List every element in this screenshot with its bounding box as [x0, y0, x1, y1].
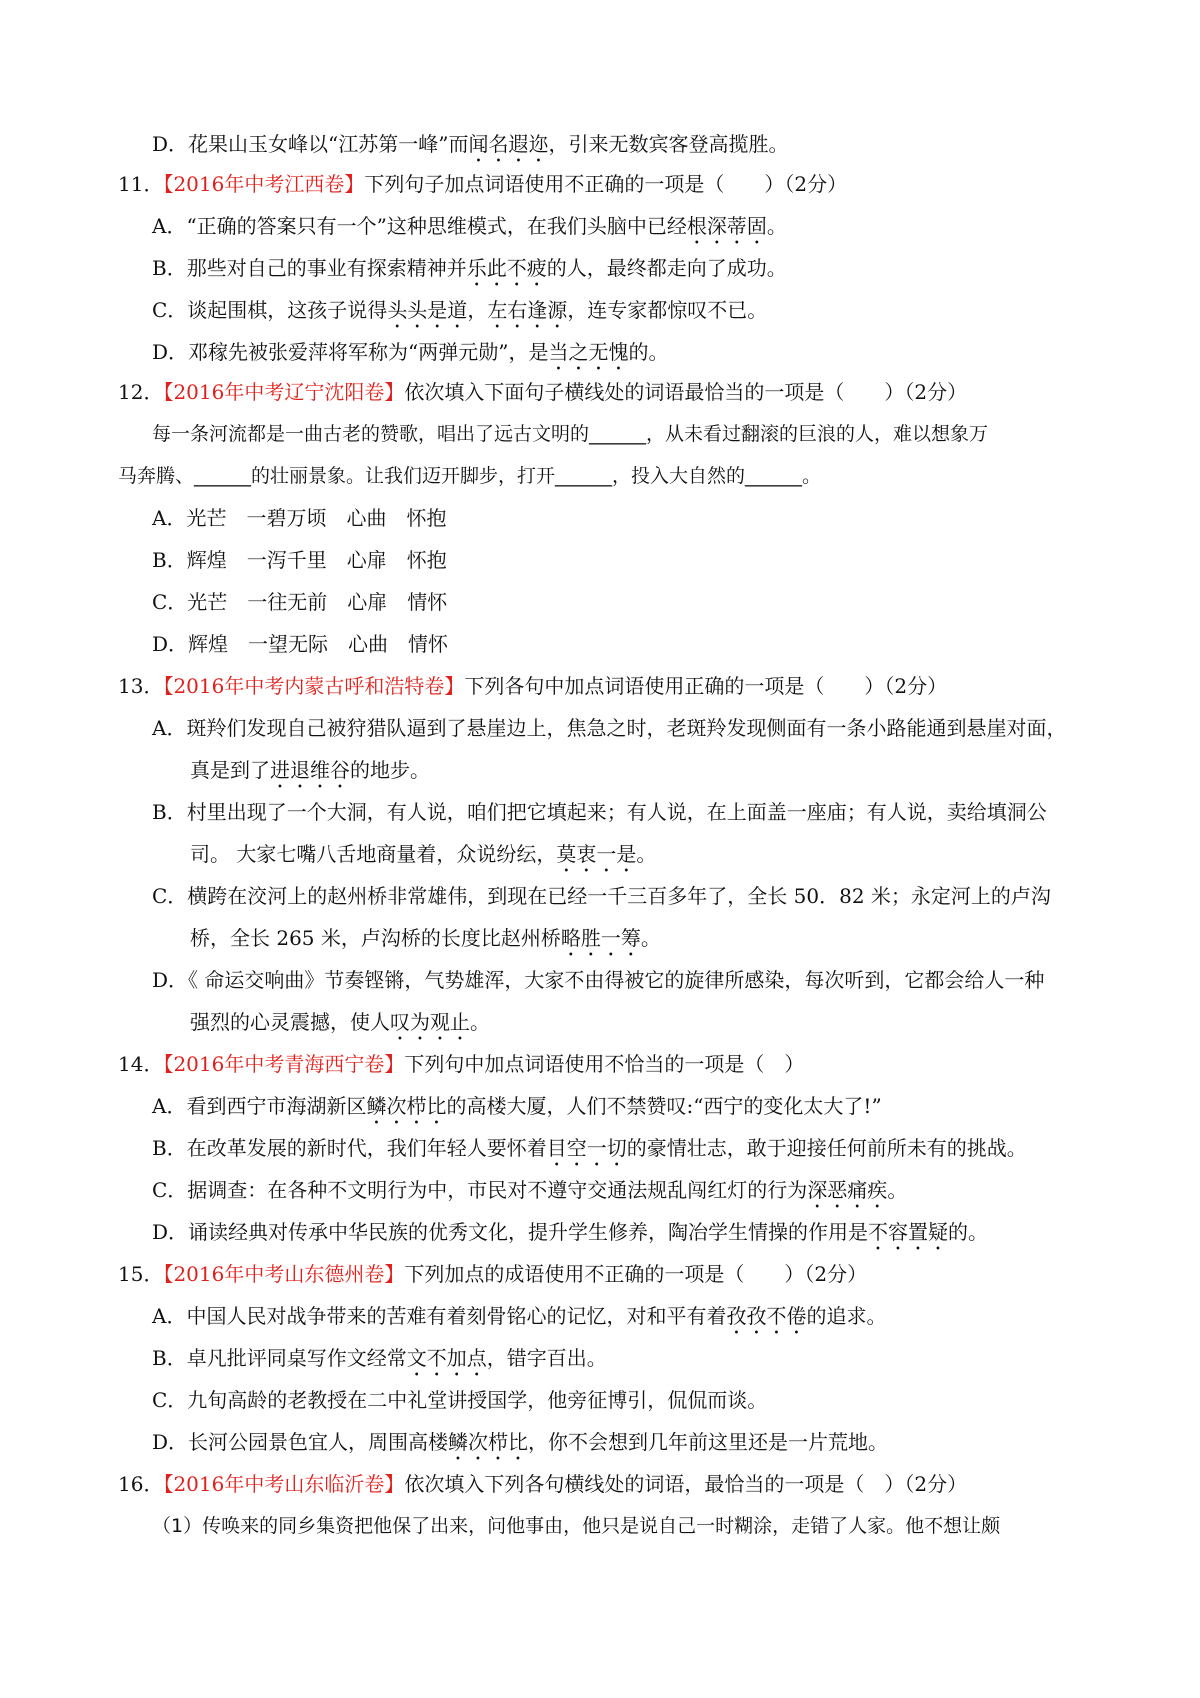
- text-segment: 15．: [118, 1262, 164, 1286]
- text-line: [152, 130, 788, 167]
- text-segment: B．村里出现了一个大洞，有人说，咱们把它填起来；有人说，在上面盖一座庙；有人说，卖给填洞公: [152, 800, 1047, 824]
- text-segment: ，: [467, 298, 488, 322]
- exam-source-label: 【2016年中考青海西宁卷】: [163, 1052, 405, 1076]
- dotted-term: 根深蒂固: [686, 214, 767, 238]
- text-line: [152, 296, 767, 333]
- exam-source-label: 【2016年中考辽宁沈阳卷】: [163, 380, 405, 404]
- dotted-term: 孜孜不倦: [726, 1304, 807, 1328]
- text-segment: 下列句子加点词语使用不正确的一项是（ ）（2分）: [364, 172, 848, 196]
- text-line: [152, 420, 988, 448]
- text-segment: ，引来无数宾客登高揽胜。: [548, 132, 789, 156]
- text-segment: D．《 命运交响曲》节奏铿锵，气势雄浑，大家不由得被它的旋律所感染，每次听到，它都会给人一种: [152, 968, 1045, 992]
- text-line: [152, 1092, 882, 1129]
- text-segment: 。: [887, 1178, 908, 1202]
- dotted-term: 头头是道: [387, 298, 468, 322]
- text-segment: 真是到了: [190, 758, 270, 782]
- text-segment: ，你不会想到几年前这里还是一片荒地。: [528, 1430, 889, 1454]
- text-segment: B．辉煌 一泻千里 心扉 怀抱: [152, 548, 447, 572]
- text-segment: 11．: [118, 172, 164, 196]
- text-segment: 依次填入下列各句横线处的词语，最恰当的一项是（ ）（2分）: [404, 1472, 968, 1496]
- text-segment: 桥，全长 265 米，卢沟桥的长度比赵州桥: [190, 926, 561, 950]
- dotted-term: 叹为观止: [390, 1010, 470, 1034]
- text-line: [118, 672, 947, 700]
- text-segment: C．光芒 一往无前 心扉 情怀: [152, 590, 448, 614]
- text-line: [118, 170, 847, 198]
- text-line: [152, 714, 1066, 742]
- text-segment: 下列句中加点词语使用不恰当的一项是（ ）: [404, 1052, 805, 1076]
- text-segment: 马奔腾、______的壮丽景象。让我们迈开脚步，打开______，投入大自然的______。: [118, 465, 822, 487]
- text-line: [152, 546, 447, 574]
- dotted-term: 深恶痛疾: [807, 1178, 888, 1202]
- dotted-term: 鳞次栉比: [448, 1430, 529, 1454]
- text-line: [190, 1008, 490, 1045]
- text-segment: B．卓凡批评同桌写作文经常: [152, 1346, 407, 1370]
- text-line: [152, 1302, 886, 1339]
- text-segment: （1）传唤来的同乡集资把他保了出来，问他事由，他只是说自己一时糊涂，走错了人家。他不想让颇: [152, 1515, 1001, 1537]
- text-segment: 司。 大家七嘴八舌地商量着，众说纷纭，: [190, 842, 557, 866]
- text-line: [152, 1176, 907, 1213]
- text-segment: 14．: [118, 1052, 164, 1076]
- text-segment: D．邓稼先被张爱萍将军称为“两弹元勋”，是: [152, 340, 549, 364]
- dotted-term: 进退维谷: [270, 758, 350, 782]
- text-segment: 每一条河流都是一曲古老的赞歌，唱出了远古文明的______，从未看过翻滚的巨浪的人，难以想象万: [152, 423, 989, 445]
- text-line: [152, 1344, 607, 1381]
- text-segment: 强烈的心灵震撼，使人: [190, 1010, 390, 1034]
- text-segment: 的。: [948, 1220, 989, 1244]
- text-segment: D．辉煌 一望无际 心曲 情怀: [152, 632, 449, 656]
- text-line: [190, 756, 430, 793]
- text-segment: 的豪情壮志，敢于迎接任何前所未有的挑战。: [626, 1136, 1027, 1160]
- text-segment: B．那些对自己的事业有探索精神并: [152, 256, 467, 280]
- text-segment: 。: [640, 926, 661, 950]
- text-segment: D．长河公园景色宜人，周围高楼: [152, 1430, 449, 1454]
- text-segment: A．光芒 一碧万顷 心曲 怀抱: [152, 506, 447, 530]
- dotted-term: 不容置疑: [868, 1220, 949, 1244]
- dotted-term: 文不加点: [406, 1346, 487, 1370]
- text-segment: 16．: [118, 1472, 164, 1496]
- dotted-term: 当之无愧: [548, 340, 629, 364]
- text-segment: 的追求。: [806, 1304, 887, 1328]
- exam-source-label: 【2016年中考内蒙古呼和浩特卷】: [163, 674, 465, 698]
- exam-source-label: 【2016年中考山东德州卷】: [163, 1262, 405, 1286]
- text-line: [152, 798, 1047, 826]
- dotted-term: 莫衷一是: [556, 842, 637, 866]
- text-segment: C．据调查：在各种不文明行为中，市民对不遵守交通法规乱闯红灯的行为: [152, 1178, 808, 1202]
- text-segment: A．斑羚们发现自己被狩猎队逼到了悬崖边上，焦急之时，老斑羚发现侧面有一条小路能通到悬崖对面，: [152, 716, 1067, 740]
- text-segment: 下列各句中加点词语使用正确的一项是（ ）（2分）: [464, 674, 948, 698]
- text-segment: 下列加点的成语使用不正确的一项是（ ）（2分）: [404, 1262, 868, 1286]
- text-line: [152, 1134, 1027, 1171]
- dotted-term: 闻名遐迩: [468, 132, 549, 156]
- text-line: [118, 462, 821, 490]
- text-line: [152, 254, 787, 291]
- text-line: [152, 882, 1051, 910]
- exam-source-label: 【2016年中考山东临沂卷】: [163, 1472, 405, 1496]
- dotted-term: 乐此不疲: [466, 256, 547, 280]
- text-line: [118, 1050, 804, 1078]
- text-segment: A．看到西宁市海湖新区: [152, 1094, 367, 1118]
- dotted-term: 目空一切: [546, 1136, 627, 1160]
- dotted-term: 左右逢源: [487, 298, 568, 322]
- text-segment: A．中国人民对战争带来的苦难有着刻骨铭心的记忆，对和平有着: [152, 1304, 727, 1328]
- text-segment: 。: [470, 1010, 490, 1034]
- text-segment: C．横跨在洨河上的赵州桥非常雄伟，到现在已经一千三百多年了，全长 50．82 米；永定河上的卢沟: [152, 884, 1051, 908]
- text-segment: 依次填入下面句子横线处的词语最恰当的一项是（ ）（2分）: [404, 380, 968, 404]
- text-segment: C．谈起围棋，这孩子说得: [152, 298, 388, 322]
- text-line: [152, 966, 1044, 994]
- text-line: [152, 1512, 1000, 1540]
- text-segment: ，连专家都惊叹不已。: [567, 298, 768, 322]
- text-line: [152, 588, 447, 616]
- text-line: [118, 378, 967, 406]
- text-line: [118, 1260, 867, 1288]
- dotted-term: 略胜一筹: [560, 926, 641, 950]
- text-line: [152, 338, 668, 375]
- text-line: [190, 840, 656, 877]
- text-segment: A．“正确的答案只有一个”这种思维模式，在我们头脑中已经: [152, 214, 687, 238]
- text-segment: 的。: [628, 340, 669, 364]
- text-segment: 的人，最终都走向了成功。: [546, 256, 787, 280]
- text-line: [152, 212, 787, 249]
- text-segment: 的高楼大厦，人们不禁赞叹:“西宁的变化太大了!”: [446, 1094, 882, 1118]
- text-segment: 的地步。: [350, 758, 430, 782]
- text-segment: ，错字百出。: [486, 1346, 607, 1370]
- text-line: [190, 924, 661, 961]
- text-segment: 12．: [118, 380, 164, 404]
- text-line: [152, 504, 446, 532]
- text-line: [152, 1218, 988, 1255]
- text-segment: C．九旬高龄的老教授在二中礼堂讲授国学，他旁征博引，侃侃而谈。: [152, 1388, 768, 1412]
- text-line: [118, 1470, 967, 1498]
- text-segment: D．诵读经典对传承中华民族的优秀文化，提升学生修养，陶冶学生情操的作用是: [152, 1220, 869, 1244]
- text-segment: B．在改革发展的新时代，我们年轻人要怀着: [152, 1136, 547, 1160]
- dotted-term: 鳞次栉比: [366, 1094, 447, 1118]
- exam-source-label: 【2016年中考江西卷】: [163, 172, 365, 196]
- text-segment: 。: [766, 214, 787, 238]
- text-segment: 13．: [118, 674, 164, 698]
- text-line: [152, 1428, 888, 1465]
- text-segment: 。: [636, 842, 657, 866]
- text-line: [152, 630, 448, 658]
- text-segment: D．花果山玉女峰以“江苏第一峰”而: [152, 132, 469, 156]
- text-line: [152, 1386, 767, 1414]
